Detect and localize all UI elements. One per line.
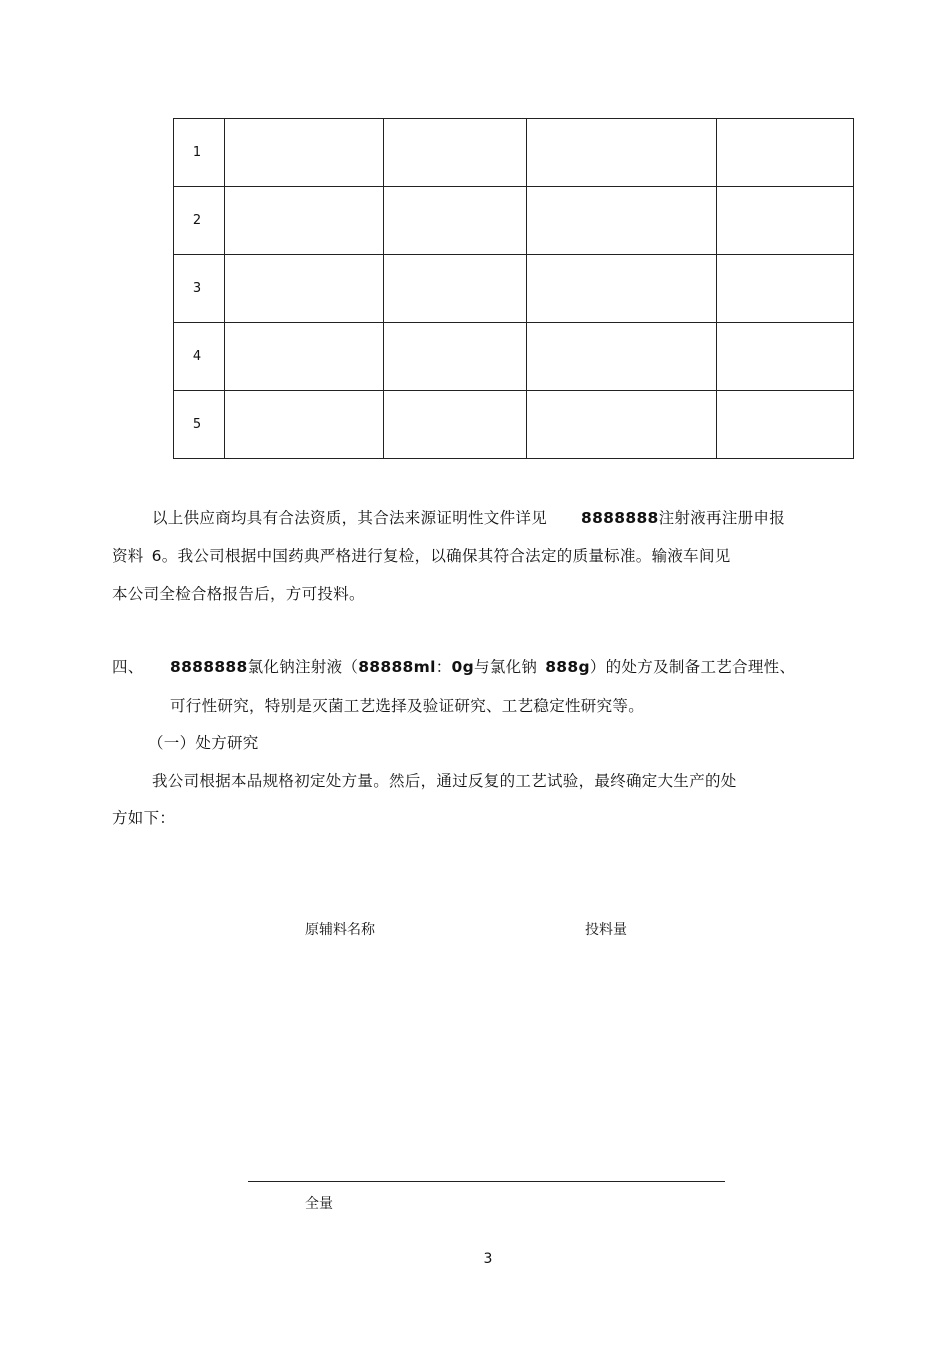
table-cell [717, 391, 854, 459]
text-segment: ： [435, 658, 452, 676]
text-segment: 资料 [112, 547, 144, 565]
table-cell [717, 119, 854, 187]
supplier-paragraph-line-2 [112, 546, 731, 566]
row-number: 1 [174, 119, 225, 187]
divider [248, 1181, 725, 1182]
document-number: 6 [151, 547, 162, 565]
table-row [174, 391, 854, 459]
table-row [174, 323, 854, 391]
table-cell [225, 391, 384, 459]
text-segment: 注射液再注册申报 [658, 509, 786, 527]
supplier-paragraph-line-3: 本公司全检合格报告后，方可投料。 [112, 585, 365, 603]
spec-value: 0g [451, 658, 475, 676]
row-number: 3 [174, 255, 225, 323]
supplier-table [173, 118, 854, 459]
total-label: 全量 [305, 1196, 333, 1212]
text-segment: ）的处方及制备工艺合理性、 [589, 658, 796, 676]
text-segment: 。我公司根据中国药典严格进行复检，以确保其符合法定的质量标准。输液车间见 [161, 547, 731, 565]
text-segment: 以上供应商均具有合法资质，其合法来源证明性文件详见 [152, 509, 548, 527]
row-number: 4 [174, 323, 225, 391]
table-cell [225, 187, 384, 255]
table-cell [225, 119, 384, 187]
text-segment: 氯化钠注射液（ [247, 658, 359, 676]
formula-paragraph-line-1: 我公司根据本品规格初定处方量。然后，通过反复的工艺试验，最终确定大生产的处 [152, 772, 737, 790]
table-cell [384, 119, 527, 187]
spec-value: 888g [545, 658, 590, 676]
supplier-paragraph-line-1 [152, 508, 785, 528]
subsection-heading: （一）处方研究 [148, 734, 259, 752]
text-segment: 与氯化钠 [474, 658, 538, 676]
table-cell [384, 255, 527, 323]
table-cell [384, 391, 527, 459]
column-header-material: 原辅料名称 [305, 922, 375, 938]
table-cell [717, 323, 854, 391]
table-cell [384, 187, 527, 255]
table-cell [384, 323, 527, 391]
section-four-number: 四、 [112, 658, 144, 676]
section-four-title-line-1 [170, 657, 795, 677]
table-cell [717, 187, 854, 255]
table-cell [717, 255, 854, 323]
column-header-amount: 投料量 [585, 922, 627, 938]
formula-paragraph-line-2: 方如下： [112, 809, 176, 827]
table-cell [527, 187, 717, 255]
row-number: 5 [174, 391, 225, 459]
section-four-title-line-2: 可行性研究，特别是灭菌工艺选择及验证研究、工艺稳定性研究等。 [170, 697, 645, 715]
table-cell [527, 255, 717, 323]
row-number: 2 [174, 187, 225, 255]
table-cell [527, 323, 717, 391]
volume-spec: 88888ml [358, 658, 436, 676]
page-number: 3 [483, 1251, 493, 1267]
table-cell [225, 255, 384, 323]
product-code: 8888888 [170, 658, 248, 676]
table-cell [527, 119, 717, 187]
table-row [174, 187, 854, 255]
table-cell [225, 323, 384, 391]
table-row [174, 255, 854, 323]
table-row [174, 119, 854, 187]
product-code: 8888888 [581, 509, 659, 527]
table-cell [527, 391, 717, 459]
